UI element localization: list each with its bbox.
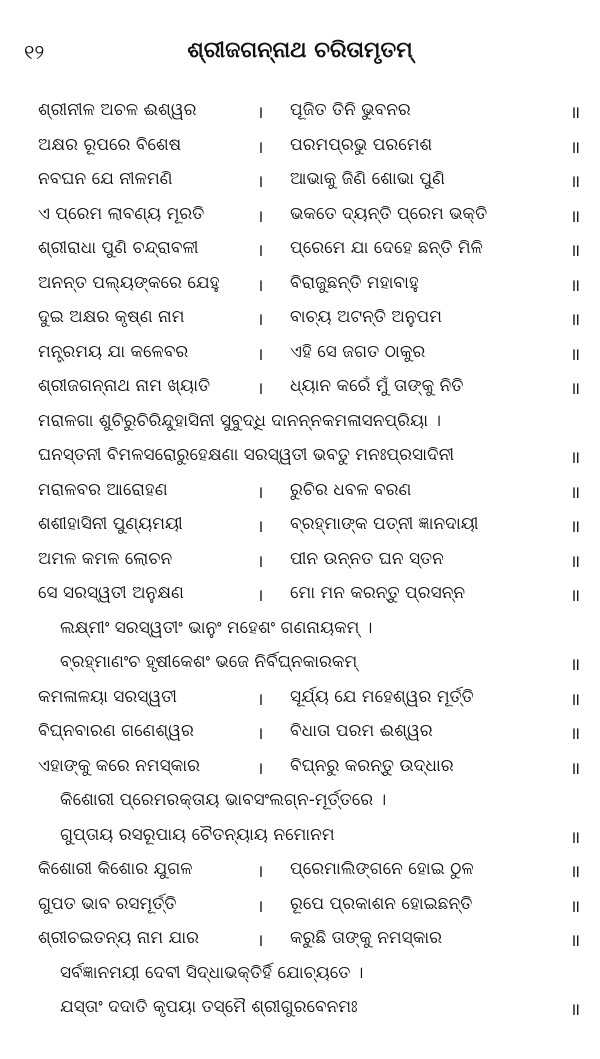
page-title: ଶ୍ରୀଜଗନ୍ନାଥ ଚରିତାମୃତମ୍ [187, 38, 413, 63]
verse-indented-line: ବ୍ରହ୍ମାଣଂଚ ହୃଷୀକେଶଂ ଭଜେ ନିର୍ବିଘ୍ନକାରକମ୍ [60, 652, 358, 672]
verse-line [0, 407, 600, 442]
verse-separator: । [257, 206, 264, 227]
verse-right: ଭକତେ ଦ୍ୟନ୍ତି ପ୍ରେମ ଭକ୍ତି [290, 203, 488, 224]
page-number: ୧୨ [24, 40, 45, 64]
verse-line [0, 786, 600, 821]
verse-left: ଶ୍ରୀନୀଳ ଅଚଳ ଈଶ୍ୱର [38, 100, 197, 120]
verse-end-mark: ॥ [570, 862, 581, 882]
verse-right: କରୁଛି ତାଙ୍କୁ ନମସ୍କାର [290, 928, 443, 948]
verse-line [0, 855, 600, 890]
verse-line [0, 96, 600, 131]
verse-right: ପ୍ରେମାଲିଙ୍ଗନେ ହୋଇ ଠୁଳ [290, 859, 474, 879]
verse-separator: । [257, 517, 264, 537]
verse-separator: । [257, 275, 264, 296]
verse-separator: । [257, 896, 264, 917]
verse-left: ଅକ୍ଷର ରୂପରେ ବିଶେଷ [38, 134, 182, 155]
verse-right: ରୁଚିର ଧବଳ ବରଣ [290, 479, 412, 500]
verse-line [0, 476, 600, 511]
verse-line [0, 648, 600, 683]
verse-end-mark: ॥ [570, 1000, 581, 1020]
verse-right: ବିରାଜୁଛନ୍ତି ମହାବାହୁ [290, 272, 419, 293]
verse-right: ବ୍ରହ୍ମାଙ୍କ ପତ୍ନୀ ଜ୍ଞାନଦାୟୀ [290, 514, 479, 534]
verse-left: କିଶୋରୀ କିଶୋର ଯୁଗଳ [38, 859, 193, 879]
verse-end-mark: ॥ [570, 896, 581, 917]
verse-line [0, 165, 600, 200]
verse-end-mark: ॥ [570, 517, 581, 537]
verse-left: ଗୁପତ ଭାବ ରସମୂର୍ତ୍ତି [38, 893, 177, 914]
verse-line [0, 372, 600, 407]
verse-separator: । [257, 724, 264, 744]
verse-line [0, 579, 600, 614]
verse-right: ପୂଜିତ ତିନି ଭୁବନର [290, 100, 411, 120]
verse-indented-line: ଯସ୍ତାଂ ଦଦାତି କୃପୟା ତସ୍ମୈ ଶ୍ରୀଗୁରବେନମଃ [60, 997, 358, 1017]
verse-right: ବିଘ୍ନରୁ କରନ୍ତୁ ଉଦ୍ଧାର [290, 755, 454, 776]
verse-right: ପୀନ ଉନ୍ନତ ଘନ ସ୍ତନ [290, 548, 444, 569]
verse-separator: । [257, 344, 264, 365]
page-header [0, 40, 600, 72]
verse-left: ନବଘନ ଯେ ନୀଳମଣି [38, 169, 173, 189]
verse-right: ପରମପ୍ରଭୁ ପରମେଶ [290, 134, 433, 155]
verse-list [0, 96, 600, 1028]
verse-separator: । [257, 137, 264, 158]
verse-end-mark: ॥ [570, 206, 581, 227]
verse-left: ଏ ପ୍ରେମ ଲାବଣ୍ୟ ମୂରତି [38, 203, 205, 224]
verse-line [0, 338, 600, 373]
verse-left: ଅମଳ କମଳ ଲୋଚନ [38, 548, 173, 569]
verse-end-mark: ॥ [570, 758, 581, 779]
verse-line [0, 993, 600, 1028]
verse-end-mark: ॥ [570, 724, 581, 744]
verse-left: ଶ୍ରୀଜଗନ୍ନାଥ ନାମ ଖ୍ୟାତି [38, 376, 211, 396]
verse-line [0, 752, 600, 787]
verse-line [0, 200, 600, 235]
verse-end-mark: ॥ [570, 379, 581, 399]
verse-end-mark: ॥ [570, 689, 581, 710]
verse-separator: । [257, 586, 264, 606]
verse-line [0, 545, 600, 580]
verse-right: ସୂର୍ଯ୍ୟ ଯେ ମହେଶ୍ୱର ମୂର୍ତ୍ତି [290, 686, 474, 707]
verse-line [0, 303, 600, 338]
verse-separator: । [257, 862, 264, 882]
verse-left: ଦୁଇ ଅକ୍ଷର କୃଷ୍ଣ ନାମ [38, 307, 185, 327]
verse-left: ଅନନ୍ତ ପଲ୍ୟଙ୍କରେ ଯେହୁ [38, 272, 220, 293]
verse-separator: । [257, 310, 264, 330]
verse-line [0, 924, 600, 959]
verse-line [0, 683, 600, 718]
verse-separator: । [257, 241, 264, 261]
verse-indented-line: ସର୍ବଜ୍ଞାନମୟୀ ଦେବୀ ସିଦ୍ଧାଭକ୍ତିର୍ହି ଯୋଚ୍ୟତେ । [60, 962, 364, 983]
verse-left: ଶଶୀହାସିନୀ ପୁଣ୍ୟମୟୀ [38, 514, 183, 534]
verse-indented-line: କିଶୋରୀ ପ୍ରେମରକ୍ତାୟ ଭାବସଂଲଗ୍ନ-ମୂର୍ତ୍ତରେ । [60, 790, 387, 810]
verse-right: ଆଭାକୁ ଜିଣି ଶୋଭା ପୁଣି [290, 169, 445, 189]
verse-indented-line: ଲକ୍ଷ୍ମୀଂ ସରସ୍ୱତୀଂ ଭାନୁଂ ମହେଶଂ ଗଣନାୟକମ୍ । [60, 617, 373, 638]
verse-separator: । [257, 103, 264, 123]
verse-line [0, 234, 600, 269]
verse-left: ଶ୍ରୀରାଧା ପୁଣି ଚନ୍ଦ୍ରାବଳୀ [38, 238, 199, 258]
verse-left: ଏହାଙ୍କୁ କରେ ନମସ୍କାର [38, 755, 200, 776]
verse-separator: । [257, 172, 264, 192]
verse-separator: । [257, 379, 264, 399]
verse-line [0, 131, 600, 166]
verse-line [0, 717, 600, 752]
verse-end-mark: ॥ [570, 103, 581, 123]
verse-line [0, 441, 600, 476]
verse-separator: । [257, 689, 264, 710]
verse-left: ବିଘ୍ନବାରଣ ଗଣେଶ୍ୱର [38, 721, 194, 741]
verse-right: ମୋ ମନ କରନ୍ତୁ ପ୍ରସନ୍ନ [290, 583, 466, 603]
verse-right: ଏହି ସେ ଜଗତ ଠାକୁର [290, 341, 426, 362]
verse-full-line: ଘନସ୍ତନୀ ବିମଳସରୋରୁହେକ୍ଷଣା ସରସ୍ୱତୀ ଭବତୁ ମନଃପ୍ରସାଦିନୀ [38, 445, 455, 465]
verse-end-mark: ॥ [570, 344, 581, 365]
verse-line [0, 614, 600, 649]
verse-end-mark: ॥ [570, 448, 581, 468]
verse-right: ବିଧାତା ପରମ ଈଶ୍ୱର [290, 721, 433, 741]
verse-line [0, 510, 600, 545]
verse-separator: । [257, 482, 264, 503]
verse-right: ଧ୍ୟାନ କରେଁ ମୁଁ ତାଙ୍କୁ ନିତି [290, 376, 464, 396]
verse-end-mark: ॥ [570, 482, 581, 503]
verse-line [0, 269, 600, 304]
verse-end-mark: ॥ [570, 137, 581, 158]
verse-right: ପ୍ରେମେ ଯା ଦେହେ ଛନ୍ତି ମିଳି [290, 238, 483, 258]
verse-left: ମରାଳବର ଆରୋହଣ [38, 479, 168, 500]
verse-end-mark: ॥ [570, 275, 581, 296]
verse-right: ରୂପେ ପ୍ରକାଶନ ହୋଇଛନ୍ତି [290, 893, 473, 914]
verse-end-mark: ॥ [570, 827, 581, 848]
verse-end-mark: ॥ [570, 586, 581, 606]
verse-end-mark: ॥ [570, 172, 581, 192]
verse-left: ମନ୍ତ୍ରମୟ ଯା କଳେବର [38, 341, 189, 362]
verse-line [0, 821, 600, 856]
verse-full-line: ମରାଳଗା ଶୁଚିରୁଚିରିନ୍ଦୁହାସିନୀ ସୁବୁଦ୍ଧି ଦାନନ୍ନକମଳାସନପ୍ରିୟା । [38, 410, 442, 431]
verse-left: କମଳାଳୟା ସରସ୍ୱତୀ [38, 686, 178, 707]
verse-end-mark: ॥ [570, 551, 581, 572]
verse-left: ଶ୍ରୀଚଇତନ୍ୟ ନାମ ଯାର [38, 928, 200, 948]
verse-separator: । [257, 931, 264, 951]
verse-separator: । [257, 551, 264, 572]
verse-end-mark: ॥ [570, 241, 581, 261]
verse-indented-line: ଗୁପ୍ତାୟ ରସରୂପାୟ ଚୈତନ୍ୟାୟ ନମୋନମ [60, 824, 335, 845]
verse-left: ସେ ସରସ୍ୱତୀ ଅନୁକ୍ଷଣ [38, 583, 184, 603]
verse-end-mark: ॥ [570, 655, 581, 675]
verse-separator: । [257, 758, 264, 779]
verse-end-mark: ॥ [570, 931, 581, 951]
verse-end-mark: ॥ [570, 310, 581, 330]
verse-line [0, 959, 600, 994]
verse-right: ବାଚ୍ୟ ଅଟନ୍ତି ଅନୁପମ [290, 307, 442, 327]
verse-line [0, 890, 600, 925]
